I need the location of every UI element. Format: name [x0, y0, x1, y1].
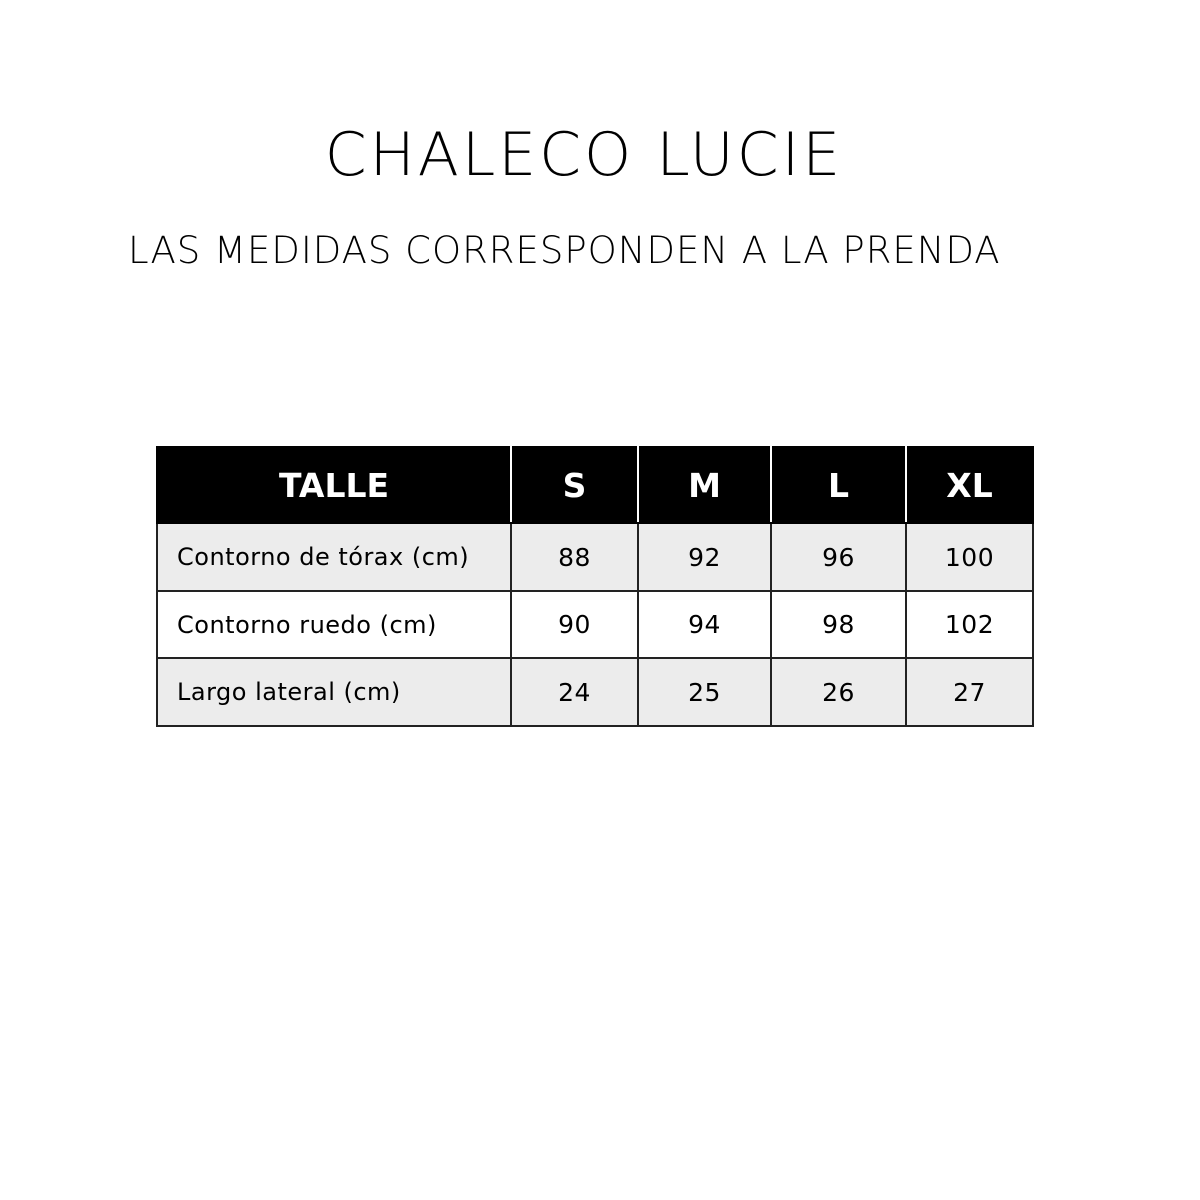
header-size-s: S [511, 447, 638, 523]
cell-value: 24 [511, 658, 638, 726]
cell-value: 96 [771, 523, 906, 591]
page-subtitle: LAS MEDIDAS CORRESPONDEN A LA PRENDA [128, 229, 1001, 272]
cell-value: 90 [511, 591, 638, 658]
row-label: Largo lateral (cm) [157, 658, 511, 726]
page-title: CHALECO LUCIE [324, 120, 844, 190]
size-chart-table [156, 446, 1034, 727]
header-size-m: M [638, 447, 771, 523]
cell-value: 102 [906, 591, 1033, 658]
row-label: Contorno de tórax (cm) [157, 523, 511, 591]
cell-value: 26 [771, 658, 906, 726]
cell-value: 94 [638, 591, 771, 658]
table-row-chest [157, 523, 1033, 591]
table-header-row [157, 447, 1033, 523]
header-size-xl: XL [906, 447, 1033, 523]
cell-value: 25 [638, 658, 771, 726]
header-size-l: L [771, 447, 906, 523]
header-size-label: TALLE [157, 447, 511, 523]
table-row-hem [157, 591, 1033, 658]
row-label: Contorno ruedo (cm) [157, 591, 511, 658]
table-row-side-length [157, 658, 1033, 726]
cell-value: 88 [511, 523, 638, 591]
cell-value: 92 [638, 523, 771, 591]
cell-value: 98 [771, 591, 906, 658]
cell-value: 100 [906, 523, 1033, 591]
cell-value: 27 [906, 658, 1033, 726]
